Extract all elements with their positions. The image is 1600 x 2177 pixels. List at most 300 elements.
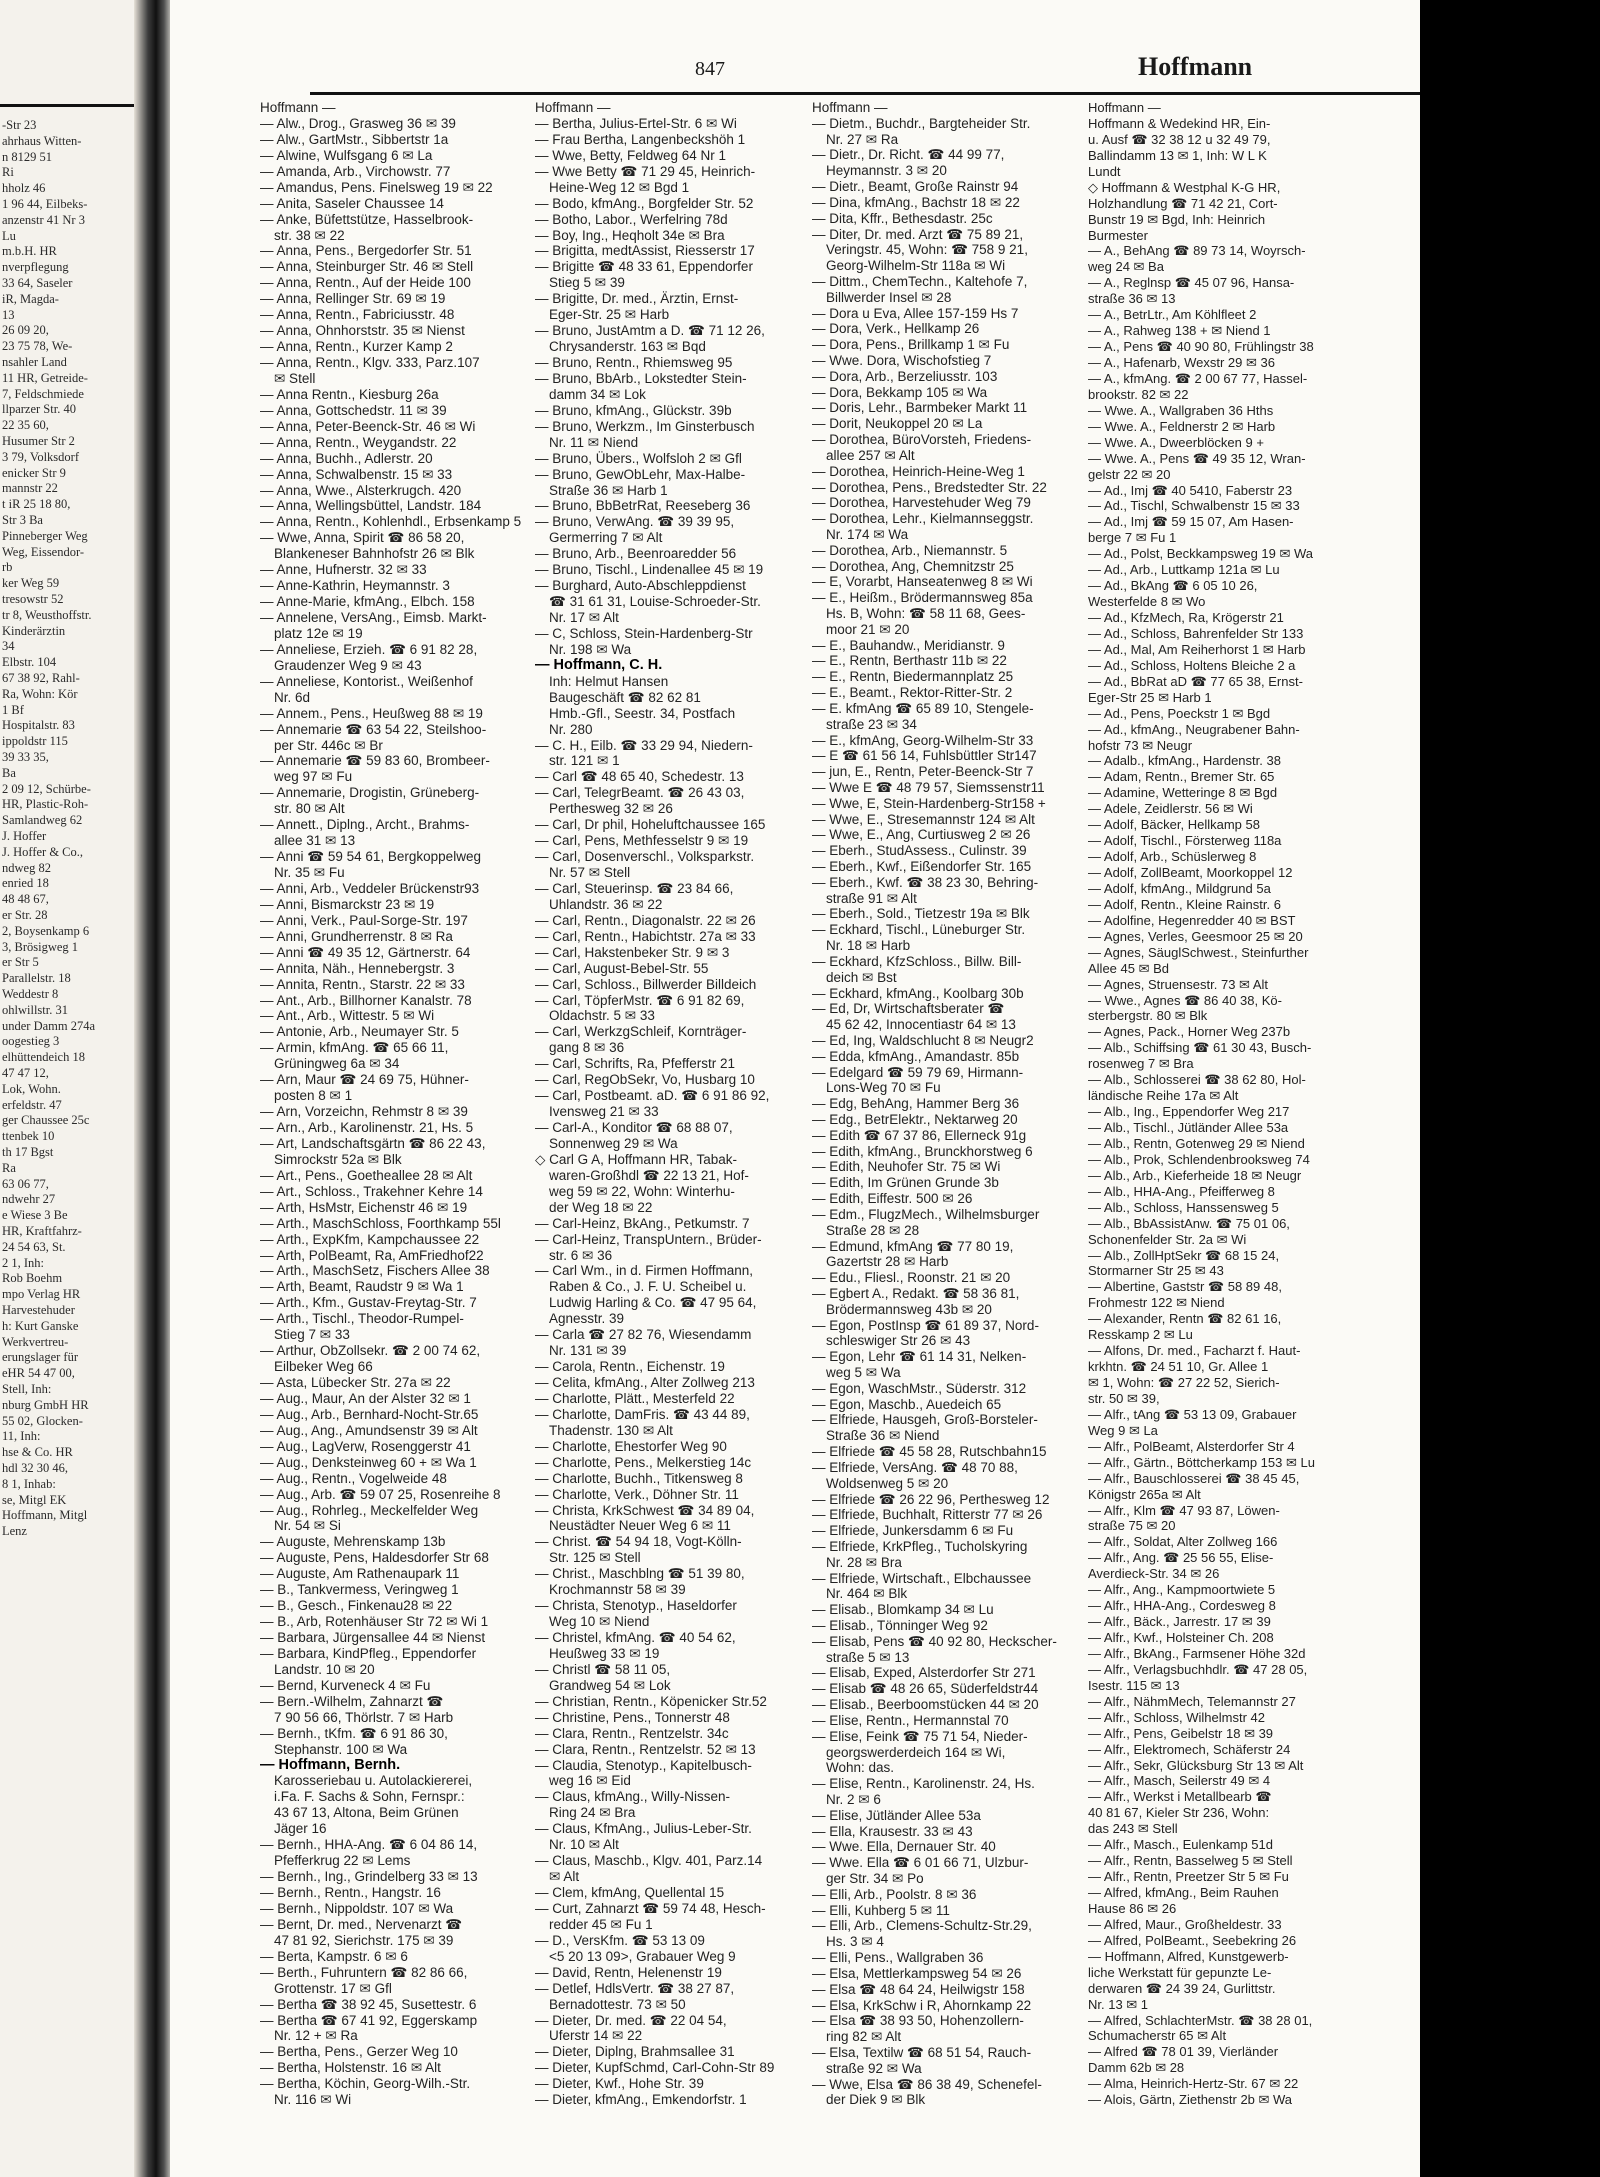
entry-line: — Carl, August-Bebel-Str. 55 (535, 960, 709, 976)
left-page-line: 2 1, Inh: (2, 1255, 45, 1270)
entry-line: — Arthur, ObZollsekr. ☎ 2 00 74 62, (260, 1343, 481, 1359)
entry-line: — Auguste, Mehrenskamp 13b (260, 1534, 446, 1550)
left-page-line: J. Hoffer (2, 829, 47, 843)
entry-line: — Dieter, Kwf., Hohe Str. 39 (535, 2076, 704, 2092)
entry-line: — Albertine, Gaststr ☎ 58 89 48, (1088, 1279, 1282, 1295)
left-page-line: Werkvertreu- (2, 1334, 69, 1349)
entry-line: — Carl, Schloss., Billwerder Billdeich (535, 976, 757, 992)
entry-line: — E., Bauhandw., Meridianstr. 9 (812, 637, 1005, 653)
entry-line: — Dorothea, Harvestehuder Weg 79 (812, 495, 1031, 511)
entry-line: — Alfr., BkAng., Farmsener Höhe 32d (1088, 1645, 1306, 1661)
entry-line: — Anna, Rellinger Str. 69 ✉ 19 (260, 291, 446, 307)
entry-line: — Alfr., Masch., Eulenkamp 51d (1088, 1837, 1273, 1853)
entry-line: Simrockstr 52a ✉ Blk (274, 1151, 402, 1167)
entry-line: — Alfr., Masch, Seilerstr 49 ✉ 4 (1088, 1773, 1271, 1789)
entry-line: Stieg 5 ✉ 39 (549, 275, 625, 291)
entry-line: — Anna, Rentn., Fabriciusstr. 48 (260, 307, 455, 323)
entry-line: — Adolfine, Hegenredder 40 ✉ BST (1088, 912, 1296, 928)
left-page-line: 1 Bf (2, 702, 24, 717)
entry-line: Nr. 57 ✉ Stell (549, 865, 631, 880)
entry-line: — Edith, Im Grünen Grunde 3b (812, 1175, 999, 1191)
entry-line: — Amanda, Arb., Virchowstr. 77 (260, 163, 451, 179)
entry-line: — Anna, Rentn., Kohlenhdl., Erbsenkamp 5 (260, 514, 522, 530)
entry-line: weg 97 ✉ Fu (274, 769, 353, 785)
entry-line: — Wwe. Ella, Dernauer Str. 40 (812, 1839, 996, 1855)
entry-line: — Elise, Rentn., Karolinenstr. 24, Hs. (812, 1776, 1035, 1792)
entry-line: — Alfred, Maur., Großheldestr. 33 (1088, 1916, 1282, 1932)
entry-line: — Aug., Arb. ☎ 59 07 25, Rosenreihe 8 (260, 1486, 501, 1502)
entry-line: damm 34 ✉ Lok (549, 386, 646, 402)
entry-line: rosenweg 7 ✉ Bra (1088, 1056, 1194, 1072)
entry-line: — C. H., Eilb. ☎ 33 29 94, Niedern- (535, 737, 753, 753)
entry-line: Heußweg 33 ✉ 19 (549, 1645, 660, 1661)
entry-line: — Arth, HsMstr, Eichenstr 46 ✉ 19 (260, 1199, 468, 1215)
entry-line: — A., Rahweg 138 + ✉ Niend 1 (1088, 323, 1271, 339)
entry-line: Baugeschäft ☎ 82 62 81 (549, 689, 701, 705)
left-page-line: 23 75 78, We- (2, 339, 73, 354)
entry-line: — Carl, Pens, Methfesselstr 9 ✉ 19 (535, 833, 749, 849)
left-page-line: Samlandweg 62 (2, 813, 83, 828)
entry-line: Bunstr 19 ✉ Bgd, Inh: Heinrich (1088, 211, 1266, 227)
entry-line: — Dorothea, Heinrich-Heine-Weg 1 (812, 463, 1025, 479)
left-page-line: th 17 Bgst (2, 1145, 54, 1159)
entry-line: — Bernh., Ing., Grindelberg 33 ✉ 13 (260, 1869, 478, 1885)
entry-line: — Claudia, Stenotyp., Kapitelbusch- (535, 1757, 752, 1773)
entry-line: sterbergstr. 80 ✉ Blk (1088, 1008, 1208, 1024)
entry-line: weg 16 ✉ Eid (549, 1773, 631, 1789)
entry-line: — Agnes, Pack., Horner Weg 237b (1088, 1024, 1291, 1040)
directory-column-2 (535, 100, 797, 2108)
entry-line: — Carla ☎ 27 82 76, Wiesendamm (535, 1327, 752, 1343)
entry-line: — Aug., Ang., Amundsenstr 39 ✉ Alt (260, 1422, 478, 1438)
entry-line: — Anni ☎ 59 54 61, Bergkoppelweg (260, 849, 481, 865)
entry-line: — Alfr., Ang. ☎ 25 56 55, Elise- (1088, 1550, 1274, 1566)
entry-line: Eger-Str. 25 ✉ Harb (549, 307, 670, 323)
entry-line: — Carl, WerkzgSchleif, Kornträger- (535, 1024, 747, 1040)
left-page-line: 26 09 20, (2, 323, 49, 338)
entry-line: — Alfr., Rentn, Basselweg 5 ✉ Stell (1088, 1853, 1293, 1869)
entry-line: Ballindamm 13 ✉ 1, Inh: W L K (1088, 147, 1267, 163)
entry-line: — Carl, Rentn., Habichtstr. 27a ✉ 33 (535, 928, 756, 944)
entry-line: — Carl, Dr phil, Hoheluftchaussee 165 (535, 817, 766, 833)
left-page-line: hdl 32 30 46, (2, 1461, 68, 1475)
entry-line: der Diek 9 ✉ Blk (826, 2092, 926, 2108)
entry-line: — Anni ☎ 49 35 12, Gärtnerstr. 64 (260, 944, 471, 960)
entry-line: — Ad., BkAng ☎ 6 05 10 26, (1088, 578, 1258, 594)
entry-line: — Ant., Arb., Billhorner Kanalstr. 78 (260, 992, 472, 1008)
entry-line: i.Fa. F. Sachs & Sohn, Fernspr.: (274, 1789, 465, 1805)
entry-line: — Alfr., HHA-Ang., Cordesweg 8 (1088, 1598, 1276, 1614)
entry-line: — David, Rentn, Helenenstr 19 (535, 1964, 722, 1980)
entry-line: — Anna, Ohnhorststr. 35 ✉ Nienst (260, 323, 465, 339)
left-page-line: Parallelstr. 18 (2, 971, 71, 986)
entry-line: — Clara, Rentn., Rentzelstr. 52 ✉ 13 (535, 1741, 756, 1757)
left-page-line: enicker Str 9 (2, 465, 66, 480)
entry-line: — Dorothea, Pens., Bredstedter Str. 22 (812, 479, 1047, 495)
entry-line: — Christ. ☎ 54 94 18, Vogt-Kölln- (535, 1534, 742, 1550)
entry-line: moor 21 ✉ 20 (826, 621, 910, 637)
entry-line: — Wwe, Anna, Spirit ☎ 86 58 20, (260, 530, 465, 546)
entry-line: — Egon, PostInsp ☎ 61 89 37, Nord- (812, 1317, 1039, 1333)
entry-line: — Edu., Fliesl., Roonstr. 21 ✉ 20 (812, 1270, 1011, 1286)
entry-line: Jäger 16 (274, 1821, 327, 1837)
entry-line: — Aug., Maur, An der Alster 32 ✉ 1 (260, 1390, 471, 1406)
left-page-line: erfeldstr. 47 (2, 1097, 62, 1112)
left-page-line: Lenz (2, 1524, 27, 1539)
entry-line: straße 92 ✉ Wa (826, 2060, 922, 2076)
entry-line: — Wwe, E., Stresemannstr 124 ✉ Alt (812, 811, 1035, 827)
entry-line: — Bruno, GewObLehr, Max-Halbe- (535, 466, 746, 482)
entry-line: <5 20 13 09>, Grabauer Weg 9 (549, 1948, 736, 1964)
entry-line: straße 36 ✉ 13 (1088, 291, 1176, 307)
directory-column-3 (812, 100, 1074, 2108)
entry-line: — E. kfmAng ☎ 65 89 10, Stengele- (812, 700, 1034, 716)
entry-line: — Edg., BetrElektr., Nektarweg 20 (812, 1112, 1018, 1127)
entry-line: — Elli, Kuhberg 5 ✉ 11 (812, 1902, 950, 1918)
left-page-line: ohlwillstr. 31 (2, 1002, 68, 1017)
entry-line: — Anna, Gottschedstr. 11 ✉ 39 (260, 402, 447, 418)
left-page-line: 55 02, Glocken- (2, 1413, 83, 1428)
entry-line: — Adolf, Arb., Schüslerweg 8 (1088, 849, 1257, 865)
entry-line: per Str. 446c ✉ Br (274, 737, 383, 753)
left-page-line: Str 3 Ba (2, 513, 43, 527)
entry-line: — Eberh., StudAssess., Culinstr. 39 (812, 843, 1027, 859)
left-page-line: enried 18 (2, 876, 49, 891)
entry-line: — Edith, Eiffestr. 500 ✉ 26 (812, 1191, 973, 1207)
entry-line: — Alfr., Soldat, Alter Zollweg 166 (1088, 1534, 1278, 1550)
entry-line: — Alfr., tAng ☎ 53 13 09, Grabauer (1088, 1406, 1297, 1422)
entry-line: — Carl, Steuerinsp. ☎ 23 84 66, (535, 880, 734, 896)
entry-line: Raben & Co., J. F. U. Scheibel u. (549, 1279, 747, 1295)
entry-line: — Alb., Schlosserei ☎ 38 62 80, Hol- (1088, 1072, 1306, 1088)
entry-line: Eger-Str 25 ✉ Harb 1 (1088, 689, 1212, 705)
entry-line: — Bertha, Köchin, Georg-Wilh.-Str. (260, 2076, 471, 2092)
entry-line: — Arn, Vorzeichn, Rehmstr 8 ✉ 39 (260, 1104, 468, 1120)
entry-line: platz 12e ✉ 19 (274, 625, 363, 641)
entry-line: — A., BehAng ☎ 89 73 14, Woyrsch- (1088, 243, 1306, 259)
left-page-line: HR, Kraftfahrz- (2, 1224, 82, 1238)
entry-line: str. 50 ✉ 39, (1088, 1390, 1160, 1406)
header-rule (310, 92, 1420, 95)
left-page-line: HR, Plastic-Roh- (2, 797, 89, 812)
entry-line: — Carl-Heinz, TranspUntern., Brüder- (535, 1231, 762, 1247)
entry-line: — Edith, kfmAng., Brunckhorstweg 6 (812, 1143, 1033, 1159)
entry-line: — C, Schloss, Stein-Hardenberg-Str (535, 625, 753, 641)
entry-line: — Alfr., Bauschlosserei ☎ 38 45 45, (1088, 1470, 1300, 1486)
entry-line: — Anna, Wwe., Alsterkrugch. 420 (260, 482, 462, 498)
entry-line: 47 81 92, Sierichstr. 175 ✉ 39 (274, 1932, 454, 1948)
entry-line: — Bruno, BbBetrRat, Reeseberg 36 (535, 498, 751, 514)
entry-line: — Carl, Postbeamt. aD. ☎ 6 91 86 92, (535, 1088, 770, 1104)
entry-line: Oldachstr. 5 ✉ 33 (549, 1008, 655, 1024)
entry-line: Stieg 7 ✉ 33 (274, 1327, 350, 1343)
entry-line: — Annita, Näh., Hennebergstr. 3 (260, 960, 455, 976)
entry-line: Lundt (1088, 163, 1121, 179)
entry-line: — A., Pens ☎ 40 90 80, Frühlingstr 38 (1088, 339, 1314, 355)
left-page-line: t iR 25 18 80, (2, 497, 71, 512)
entry-line: — Adolf, Tischl., Försterweg 118a (1088, 833, 1282, 849)
left-page-line: n 8129 51 (2, 149, 52, 164)
entry-line: — Annemarie ☎ 63 54 22, Steilshoo- (260, 721, 487, 737)
entry-line: ✉ 1, Wohn: ☎ 27 22 52, Sierich- (1088, 1375, 1280, 1390)
entry-line: ✉ Stell (274, 370, 316, 386)
entry-line: — Arth., Kfm., Gustav-Freytag-Str. 7 (260, 1295, 477, 1311)
left-page-line: ker Weg 59 (2, 576, 60, 591)
entry-line: — Barbara, KindPfleg., Eppendorfer (260, 1645, 477, 1661)
left-page-line: nsahler Land (2, 355, 67, 369)
entry-line: — Ad., BbRat aD ☎ 77 65 38, Ernst- (1088, 673, 1303, 689)
left-page-line: se, Mitgl EK (2, 1492, 67, 1507)
entry-line: 40 81 67, Kieler Str 236, Wohn: (1088, 1805, 1270, 1821)
entry-line: — Christ., Maschblng ☎ 51 39 80, (535, 1566, 745, 1582)
entry-line: — Hoffmann, Alfred, Kunstgewerb- (1088, 1948, 1289, 1964)
left-page-line: 3 79, Volksdorf (2, 449, 79, 464)
entry-line: Heine-Weg 12 ✉ Bgd 1 (549, 179, 690, 195)
entry-line: — Ad., Pens, Poeckstr 1 ✉ Bgd (1088, 705, 1271, 721)
entry-line: — Charlotte, Buchh., Titkensweg 8 (535, 1470, 743, 1486)
entry-line: — Aug., Denksteinweg 60 + ✉ Wa 1 (260, 1454, 477, 1470)
entry-line: — Carl Wm., in d. Firmen Hoffmann, (535, 1263, 754, 1279)
entry-line: — Annem., Pens., Heußweg 88 ✉ 19 (260, 705, 483, 721)
entry-line: — Adalb., kfmAng., Hardenstr. 38 (1088, 753, 1281, 769)
entry-line: — Dora, Verk., Hellkamp 26 (812, 321, 980, 337)
entry-line: — Anne, Hufnerstr. 32 ✉ 33 (260, 562, 427, 578)
entry-line: Eilbeker Weg 66 (274, 1359, 373, 1375)
entry-line: ✉ Alt (549, 1869, 580, 1885)
left-page-line: erungslager für (2, 1350, 79, 1365)
entry-line: — Bertha, Julius-Ertel-Str. 6 ✉ Wi (535, 115, 737, 131)
entry-line: — Dorit, Neukoppel 20 ✉ La (812, 416, 983, 432)
left-page-line: er Str. 28 (2, 908, 48, 922)
entry-line: — Carl, Hakstenbeker Str. 9 ✉ 3 (535, 944, 730, 960)
entry-line: — Dorothea, BüroVorsteh, Friedens- (812, 432, 1032, 448)
entry-line: — Eberh., Kwf., Eißendorfer Str. 165 (812, 859, 1032, 874)
left-page-line: 22 35 60, (2, 418, 49, 433)
entry-line: — Christine, Pens., Tonnerstr 48 (535, 1709, 730, 1725)
entry-line: Uferstr 14 ✉ 22 (549, 2028, 643, 2044)
entry-line: — Bruno, JustAmtm a D. ☎ 71 12 26, (535, 323, 765, 339)
entry-line: — Adolf, Bäcker, Hellkamp 58 (1088, 817, 1260, 833)
entry-line: — Carl, TelegrBeamt. ☎ 26 43 03, (535, 785, 745, 801)
entry-line: — Elfriede, Wirtschaft., Elbchaussee (812, 1570, 1032, 1586)
entry-line: — A., kfmAng. ☎ 2 00 67 77, Hassel- (1088, 370, 1308, 386)
entry-line: — Wwe. Dora, Wischofstieg 7 (812, 353, 992, 368)
entry-line: Weg 10 ✉ Niend (549, 1614, 650, 1630)
entry-line: ☎ 31 61 31, Louise-Schroeder-Str. (549, 594, 761, 610)
entry-line: — Dora, Pens., Brillkamp 1 ✉ Fu (812, 337, 1010, 353)
entry-line: — Alb., Arb., Kieferheide 18 ✉ Neugr (1088, 1167, 1302, 1183)
entry-line: — Frau Bertha, Langenbeckshöh 1 (535, 131, 746, 147)
entry-line: — Edmund, kfmAng ☎ 77 80 19, (812, 1238, 1014, 1254)
entry-line: Resskamp 2 ✉ Lu (1088, 1327, 1193, 1343)
entry-line: — Elisab, Pens ☎ 40 92 80, Heckscher- (812, 1633, 1057, 1649)
left-page-line: Ba (2, 765, 16, 780)
left-page-line: Hospitalstr. 83 (2, 718, 75, 733)
entry-line: weg 59 ✉ 22, Wohn: Winterhu- (549, 1183, 735, 1199)
entry-line: Nr. 28 ✉ Bra (826, 1554, 902, 1570)
entry-line: — Anna, Peter-Beenck-Str. 46 ✉ Wi (260, 418, 476, 434)
entry-line: — Elli, Pens., Wallgraben 36 (812, 1950, 984, 1966)
entry-line: Hoffmann & Wedekind HR, Ein- (1088, 115, 1271, 131)
entry-line: — Detlef, HdlsVertr. ☎ 38 27 87, (535, 1980, 735, 1996)
entry-line: — Edm., FlugzMech., Wilhelmsburger (812, 1206, 1040, 1222)
entry-heading: — Hoffmann, C. H. (535, 656, 663, 673)
entry-line: — Alma, Heinrich-Hertz-Str. 67 ✉ 22 (1088, 2076, 1299, 2092)
entry-line: — Elfriede ☎ 26 22 96, Perthesweg 12 (812, 1491, 1050, 1507)
entry-line: Nr. 198 ✉ Wa (549, 641, 632, 657)
entry-line: gelstr 22 ✉ 20 (1088, 466, 1171, 482)
left-page-line: Hoffmann, Mitgl (2, 1508, 88, 1523)
entry-line: Königstr 265a ✉ Alt (1088, 1486, 1201, 1502)
entry-line: — Aug., Rentn., Vogelweide 48 (260, 1470, 447, 1486)
directory-column-4 (1088, 100, 1315, 2108)
entry-line: — Christian, Rentn., Köpenicker Str.52 (535, 1693, 767, 1709)
entry-line: Nr. 35 ✉ Fu (274, 865, 345, 880)
entry-line: — Ad., Arb., Luttkamp 121a ✉ Lu (1088, 562, 1280, 578)
entry-line: Nr. 54 ✉ Si (274, 1518, 341, 1534)
entry-line: Nr. 11 ✉ Niend (549, 434, 639, 450)
left-page-line: 13 (2, 307, 15, 322)
entry-line: — Dora, Arb., Berzeliusstr. 103 (812, 368, 998, 384)
entry-line: — A., Reglnsp ☎ 45 07 96, Hansa- (1088, 275, 1295, 291)
entry-line: redder 45 ✉ Fu 1 (549, 1916, 653, 1932)
left-page-line: 8 1, Inhab: (2, 1476, 56, 1491)
entry-line: — Ad., Tischl, Schwalbenstr 15 ✉ 33 (1088, 498, 1300, 514)
entry-line: — Edg, BehAng, Hammer Berg 36 (812, 1096, 1020, 1112)
entry-line: — Anni, Verk., Paul-Sorge-Str. 197 (260, 912, 468, 928)
entry-line: — Dita, Kffr., Bethesdastr. 25c (812, 210, 993, 226)
entry-line: — Wwe., Agnes ☎ 86 40 38, Kö- (1088, 992, 1282, 1008)
entry-line: — Alfred, PolBeamt., Seebekring 26 (1088, 1932, 1297, 1948)
entry-line: — Bernd, Kurveneck 4 ✉ Fu (260, 1677, 431, 1693)
entry-line: — Arn, Maur ☎ 24 69 75, Hühner- (260, 1072, 469, 1088)
entry-line: — E, Vorarbt, Hanseatenweg 8 ✉ Wi (812, 574, 1033, 590)
entry-line: — Adolf, kfmAng., Mildgrund 5a (1088, 880, 1271, 896)
left-page-line: hse & Co. HR (2, 1445, 73, 1460)
entry-line: ländische Reihe 17a ✉ Alt (1088, 1088, 1239, 1104)
entry-line: — Annelene, VersAng., Eimsb. Markt- (260, 610, 487, 625)
entry-line: straße 23 ✉ 34 (826, 716, 917, 732)
entry-line: — Ad., kfmAng., Neugrabener Bahn- (1088, 721, 1300, 737)
left-page-line: ger Chaussee 25c (2, 1113, 90, 1128)
left-page-line: 34 (2, 639, 15, 654)
entry-line: — Anni, Bismarckstr 23 ✉ 19 (260, 896, 435, 912)
left-page-line: anzenstr 41 Nr 3 (2, 212, 85, 227)
entry-line: — Eberh., Kwf. ☎ 38 23 30, Behring- (812, 874, 1039, 890)
entry-line: — E., Heißm., Brödermannsweg 85a (812, 590, 1033, 606)
entry-line: Burmester (1088, 227, 1148, 243)
left-page-line: 39 33 35, (2, 750, 49, 764)
left-page-line: 3, Brösigweg 1 (2, 939, 79, 954)
entry-heading: — Hoffmann, Bernh. (260, 1756, 401, 1773)
entry-line: — Wwe. A., Dweerblöcken 9 + (1088, 434, 1264, 450)
entry-line: — Art., Pens., Goetheallee 28 ✉ Alt (260, 1167, 473, 1183)
entry-line: deich ✉ Bst (826, 969, 897, 985)
entry-line: — Clara, Rentn., Rentzelstr. 34c (535, 1725, 729, 1741)
entry-line: — Christel, kfmAng. ☎ 40 54 62, (535, 1630, 736, 1645)
entry-line: straße 91 ✉ Alt (826, 890, 917, 906)
entry-line: Wohn: das. (826, 1760, 895, 1776)
entry-line: — Alfred, kfmAng., Beim Rauhen (1088, 1885, 1279, 1900)
left-page-line: h: Kurt Ganske (2, 1318, 79, 1333)
entry-line: — Alb., Prok, Schlendenbrooksweg 74 (1088, 1151, 1310, 1167)
entry-line: — Elisab., Beerboomstücken 44 ✉ 20 (812, 1697, 1039, 1713)
entry-line: Straße 36 ✉ Harb 1 (549, 482, 668, 498)
entry-line: — Doris, Lehr., Barmbeker Markt 11 (812, 400, 1028, 416)
left-page-line: tr 8, Weusthoffstr. (2, 607, 92, 622)
entry-line: — Carl, TöpferMstr. ☎ 6 91 82 69, (535, 992, 745, 1008)
entry-line: — Carl, Rentn., Diagonalstr. 22 ✉ 26 (535, 912, 756, 928)
entry-line: Gazertstr 28 ✉ Harb (826, 1254, 949, 1270)
entry-line: — Adolf, ZollBeamt, Moorkoppel 12 (1088, 865, 1293, 880)
left-page-line: Ri (2, 165, 14, 180)
left-page-line: ttenbek 10 (2, 1129, 55, 1144)
entry-line: Straße 28 ✉ 28 (826, 1222, 920, 1238)
entry-line: Germerring 7 ✉ Alt (549, 530, 663, 546)
left-page-line: nburg GmbH HR (2, 1397, 89, 1412)
entry-line: — Anke, Büfettstütze, Hasselbrook- (260, 211, 474, 227)
entry-line: schleswiger Str 26 ✉ 43 (826, 1333, 971, 1349)
entry-line: — Edda, kfmAng., Amandastr. 85b (812, 1048, 1020, 1064)
page-number: 847 (695, 58, 725, 80)
left-page-line: Elbstr. 104 (2, 655, 57, 670)
entry-line: Straße 36 ✉ Niend (826, 1428, 940, 1444)
entry-line: — Wwe E ☎ 48 79 57, Siemssenstr11 (812, 779, 1045, 795)
entry-line: — Anna, Rentn., Kurzer Kamp 2 (260, 339, 453, 355)
entry-line: ◇ Hoffmann & Westphal K-G HR, (1088, 179, 1281, 195)
left-page-line: Rob Boehm (2, 1271, 63, 1286)
entry-line: Damm 62b ✉ 28 (1088, 2060, 1185, 2076)
left-page-line: tresowstr 52 (2, 592, 64, 606)
entry-line: — Auguste, Am Rathenaupark 11 (260, 1566, 460, 1582)
entry-line: — Berth., Fuhruntern ☎ 82 86 66, (260, 1964, 468, 1980)
entry-line: Weg 9 ✉ La (1088, 1422, 1158, 1438)
entry-line: — Arth., ExpKfm, Kampchaussee 22 (260, 1231, 480, 1247)
entry-line: Holzhandlung ☎ 71 42 21, Cort- (1088, 195, 1278, 211)
entry-line: Hoffmann — (535, 100, 611, 115)
entry-line: — Anna, Pens., Bergedorfer Str. 51 (260, 243, 472, 259)
entry-line: — Dieter, KupfSchmd, Carl-Cohn-Str 89 (535, 2060, 775, 2076)
entry-line: — Elfriede ☎ 45 58 28, Rutschbahn15 (812, 1444, 1047, 1460)
entry-line: — Elsa, Mettlerkampsweg 54 ✉ 26 (812, 1965, 1022, 1981)
entry-line: — Elise, Feink ☎ 75 71 54, Nieder- (812, 1728, 1028, 1744)
entry-line: — B., Gesch., Finkenau28 ✉ 22 (260, 1598, 453, 1614)
entry-line: gang 8 ✉ 36 (549, 1040, 625, 1056)
entry-line: — Dieter, kfmAng., Emkendorfstr. 1 (535, 2092, 747, 2108)
entry-line: — Diter, Dr. med. Arzt ☎ 75 89 21, (812, 226, 1024, 242)
left-page-line: Harvestehuder (2, 1303, 75, 1317)
entry-line: straße 75 ✉ 20 (1088, 1518, 1176, 1534)
entry-line: — Carl, Schrifts, Ra, Pfefferstr 21 (535, 1056, 736, 1072)
entry-line: Nr. 17 ✉ Alt (549, 610, 619, 625)
entry-line: — Alb., Schiffsing ☎ 61 30 43, Busch- (1088, 1040, 1312, 1056)
entry-line: Billwerder Insel ✉ 28 (826, 289, 952, 305)
entry-line: — Eckhard, Tischl., Lüneburger Str. (812, 922, 1026, 938)
entry-line: — Anne-Marie, kfmAng., Elbch. 158 (260, 594, 475, 610)
entry-line: — Brigitte ☎ 48 33 61, Eppendorfer (535, 259, 753, 275)
entry-line: — Claus, Maschb., Klgv. 401, Parz.14 (535, 1853, 763, 1869)
entry-line: Woldsenweg 5 ✉ 20 (826, 1475, 949, 1491)
left-page-line: mannstr 22 (2, 481, 58, 496)
left-page-line: 2 09 12, Schürbe- (2, 781, 91, 796)
entry-line: — Elfriede, VersAng. ☎ 48 70 88, (812, 1459, 1018, 1475)
entry-line: — Ad., Schloss, Holtens Bleiche 2 a (1088, 657, 1296, 673)
entry-line: posten 8 ✉ 1 (274, 1088, 353, 1104)
entry-line: — Ant., Arb., Wittestr. 5 ✉ Wi (260, 1008, 435, 1024)
entry-line: — Asta, Lübecker Str. 27a ✉ 22 (260, 1375, 451, 1390)
entry-line: Grottenstr. 17 ✉ Gfl (274, 1980, 392, 1996)
entry-line: weg 5 ✉ Wa (826, 1365, 901, 1380)
